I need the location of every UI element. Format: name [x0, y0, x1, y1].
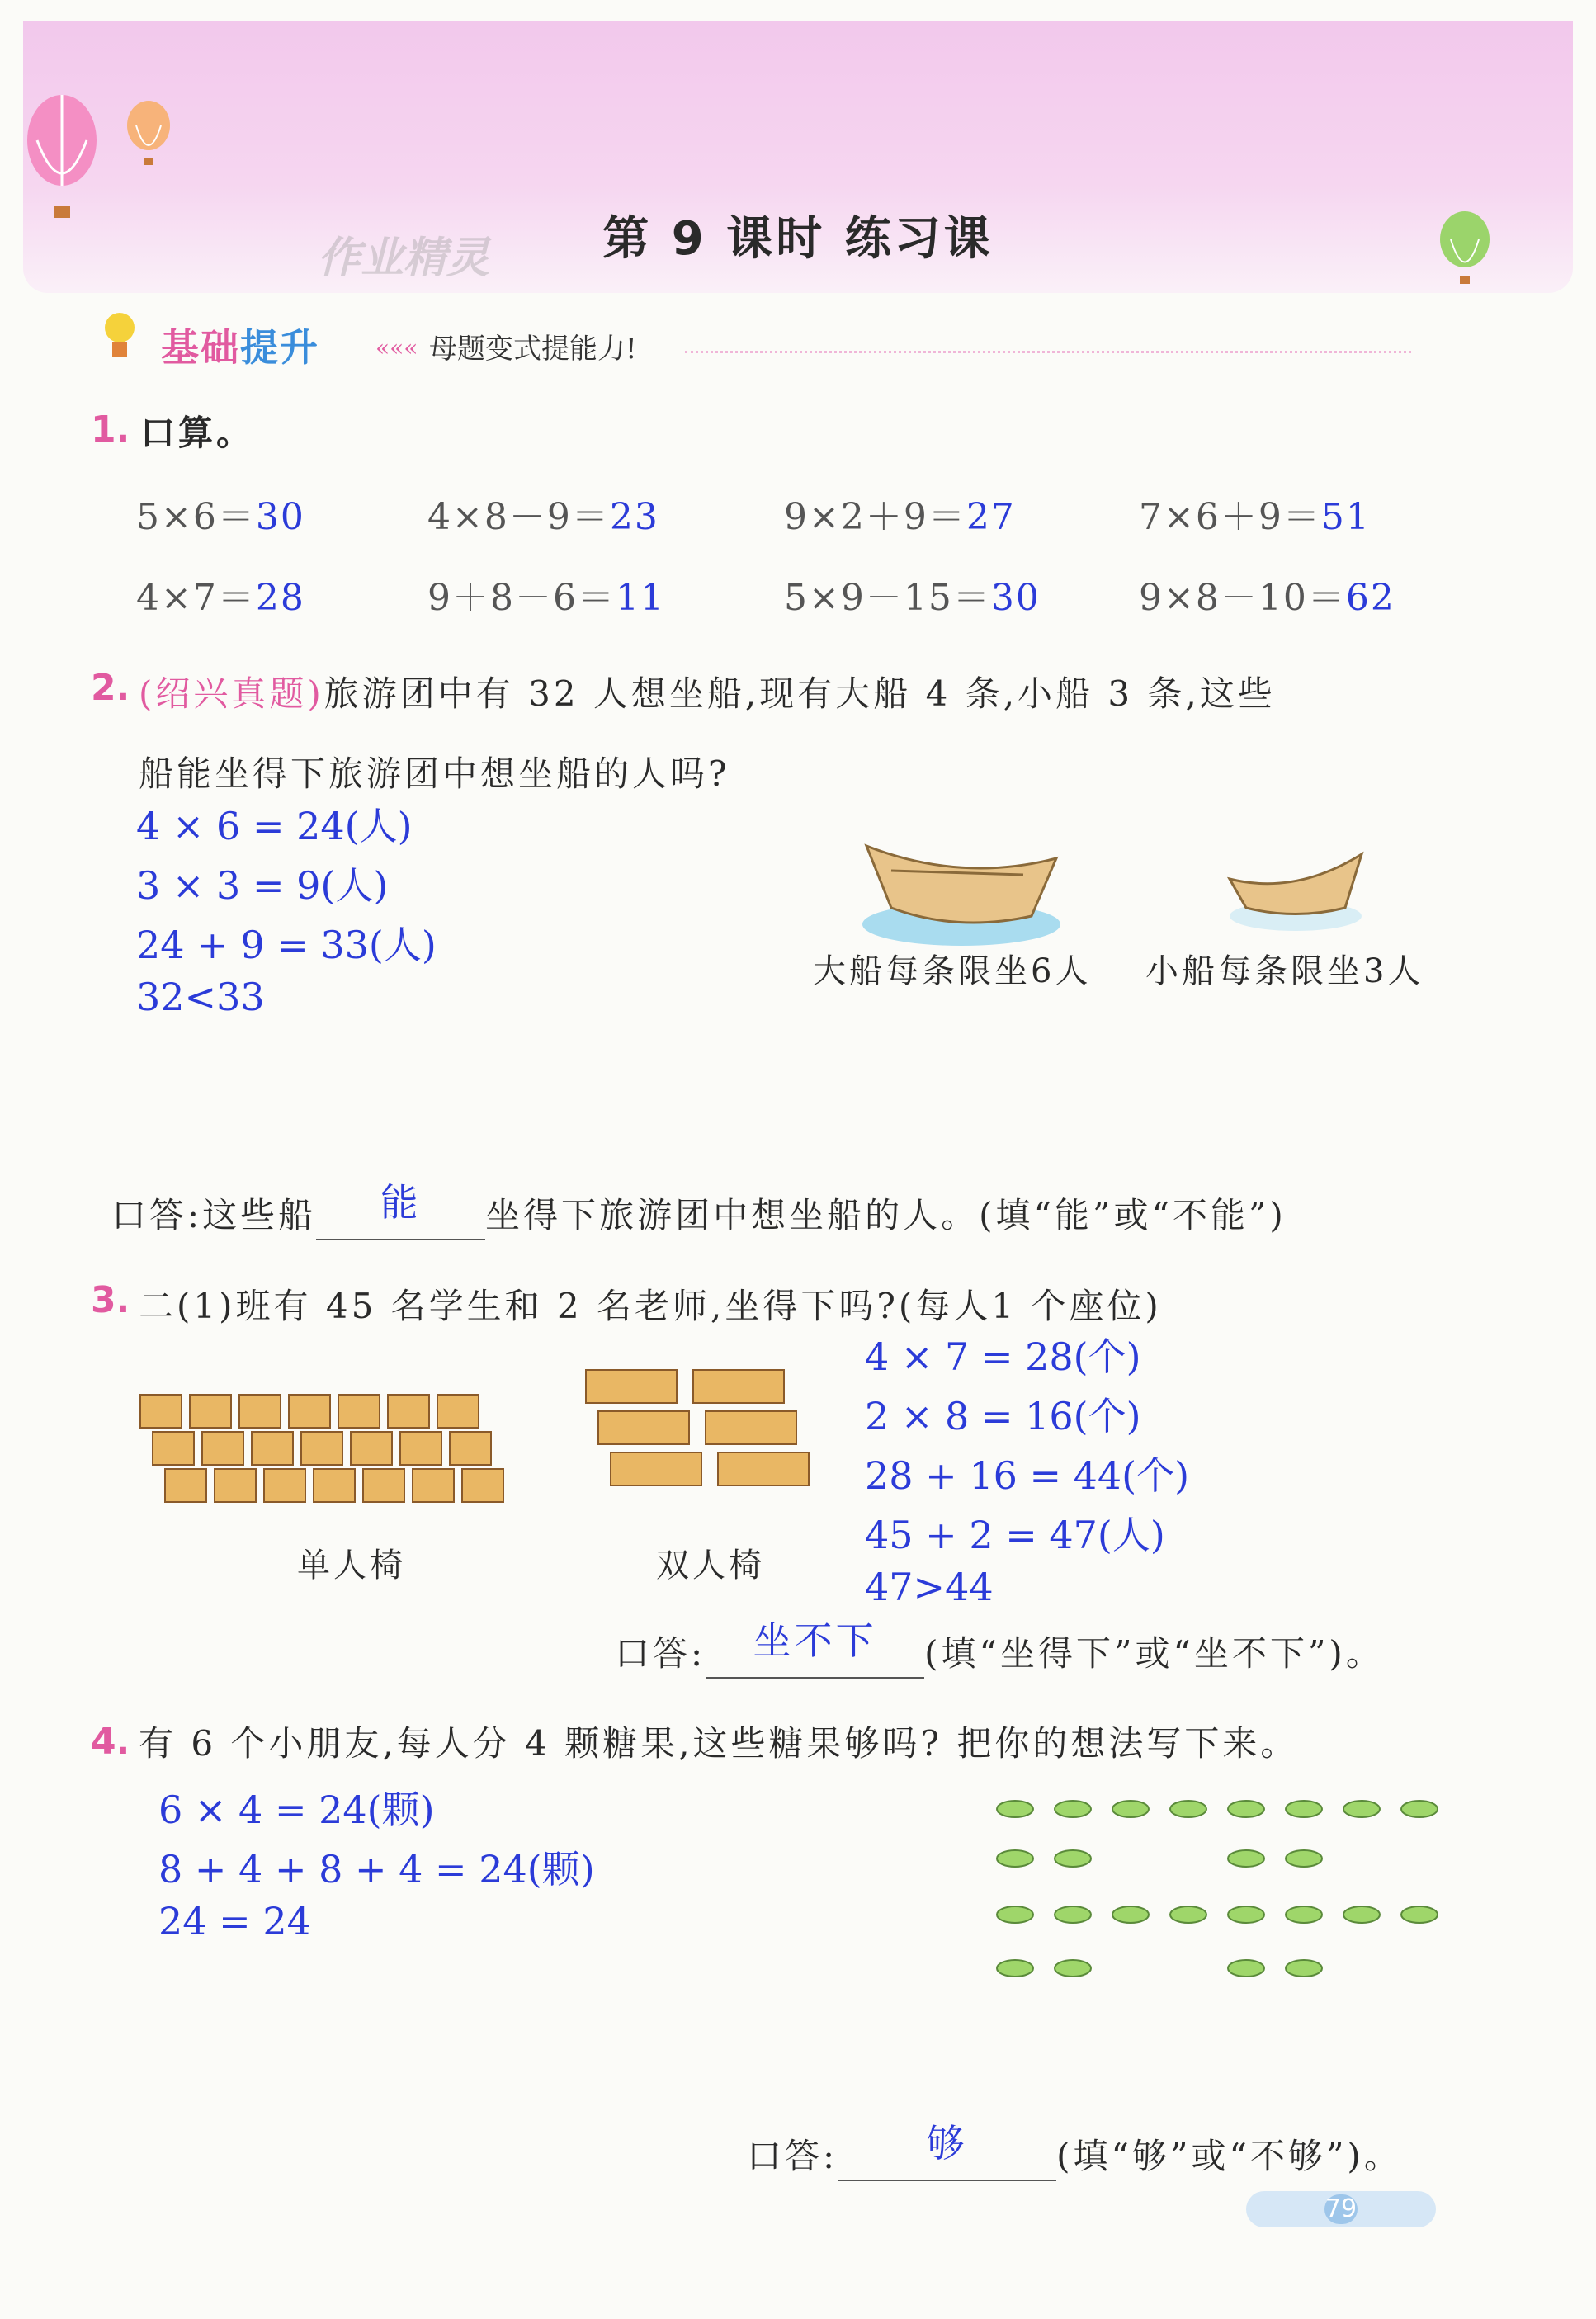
small-boat-image: [1221, 838, 1370, 937]
q2-work-line: 4 × 6 = 24(人): [136, 804, 413, 848]
q3-work-line: 28 + 16 = 44(个): [865, 1453, 1190, 1498]
double-chair-caption: 双人椅: [656, 1547, 765, 1585]
arrow-icon: «««: [375, 334, 418, 361]
section-subtitle: 母题变式提能力!: [429, 333, 637, 366]
q3-answer: 口答: 坐不下 (填“坐得下”或“坐不下”)。: [615, 1622, 1384, 1679]
q1-item: 4×8－9＝23: [427, 496, 659, 538]
q4-number: 4.: [91, 1721, 130, 1763]
q2-text-line2: 船能坐得下旅游团中想坐船的人吗?: [139, 753, 730, 794]
big-boat-caption: 大船每条限坐6人: [813, 952, 1092, 990]
lightbulb-icon: [99, 309, 140, 367]
q2-answer: 口答:这些船 能 坐得下旅游团中想坐船的人。(填“能”或“不能”): [111, 1184, 1287, 1240]
lesson-title: 第 9 课时 练习课: [602, 212, 994, 266]
q3-work-line: 47>44: [865, 1565, 994, 1609]
q3-work-line: 2 × 8 = 16(个): [865, 1394, 1141, 1438]
q3-work-line: 4 × 7 = 28(个): [865, 1334, 1141, 1379]
q4-answer: 口答: 够 (填“够”或“不够”)。: [747, 2125, 1402, 2181]
q2-work-line: 24 + 9 = 33(人): [136, 923, 437, 967]
page-number: 79: [1324, 2194, 1358, 2223]
candies-image: [990, 1791, 1452, 2005]
q2-answer-fill: 能: [380, 1180, 422, 1225]
q4-text: 有 6 个小朋友,每人分 4 颗糖果,这些糖果够吗? 把你的想法写下来。: [139, 1723, 1299, 1764]
q4-work-line: 8 + 4 + 8 + 4 = 24(颗): [158, 1847, 595, 1892]
q4-answer-fill: 够: [926, 2121, 968, 2166]
single-chairs-image: [132, 1386, 545, 1552]
single-chair-caption: 单人椅: [297, 1547, 406, 1585]
q1-number: 1.: [91, 409, 130, 451]
q2-work-line: 3 × 3 = 9(人): [136, 863, 389, 908]
q1-item: 9×2＋9＝27: [784, 496, 1016, 538]
q2-number: 2.: [91, 667, 130, 709]
q2-text-line1: (绍兴真题)旅游团中有 32 人想坐船,现有大船 4 条,小船 3 条,这些: [139, 673, 1276, 714]
q3-number: 3.: [91, 1279, 130, 1321]
q1-item: 9＋8－6＝11: [427, 577, 665, 619]
q1-item: 4×7＝28: [136, 577, 305, 619]
section-tag: 基础提升: [161, 325, 319, 370]
q1-item: 5×6＝30: [136, 496, 305, 538]
double-chairs-image: [578, 1362, 825, 1527]
balloon-icon: [120, 99, 177, 173]
small-boat-caption: 小船每条限坐3人: [1145, 952, 1424, 990]
q1-item: 7×6＋9＝51: [1139, 496, 1371, 538]
q3-text: 二(1)班有 45 名学生和 2 名老师,坐得下吗?(每人1 个座位): [139, 1286, 1162, 1326]
big-boat-image: [858, 825, 1065, 949]
divider: [685, 351, 1411, 353]
q1-title: 口算。: [140, 413, 255, 453]
watermark: 作业精灵: [318, 234, 490, 283]
q1-item: 9×8－10＝62: [1139, 577, 1395, 619]
q4-work-line: 24 = 24: [158, 1899, 311, 1944]
q1-item: 5×9－15＝30: [784, 577, 1041, 619]
page-number-badge: [1246, 2191, 1436, 2227]
q2-work-line: 32<33: [136, 975, 265, 1019]
q3-work-line: 45 + 2 = 47(人): [865, 1513, 1165, 1557]
q3-answer-fill: 坐不下: [753, 1618, 877, 1663]
q4-work-line: 6 × 4 = 24(颗): [158, 1788, 435, 1832]
